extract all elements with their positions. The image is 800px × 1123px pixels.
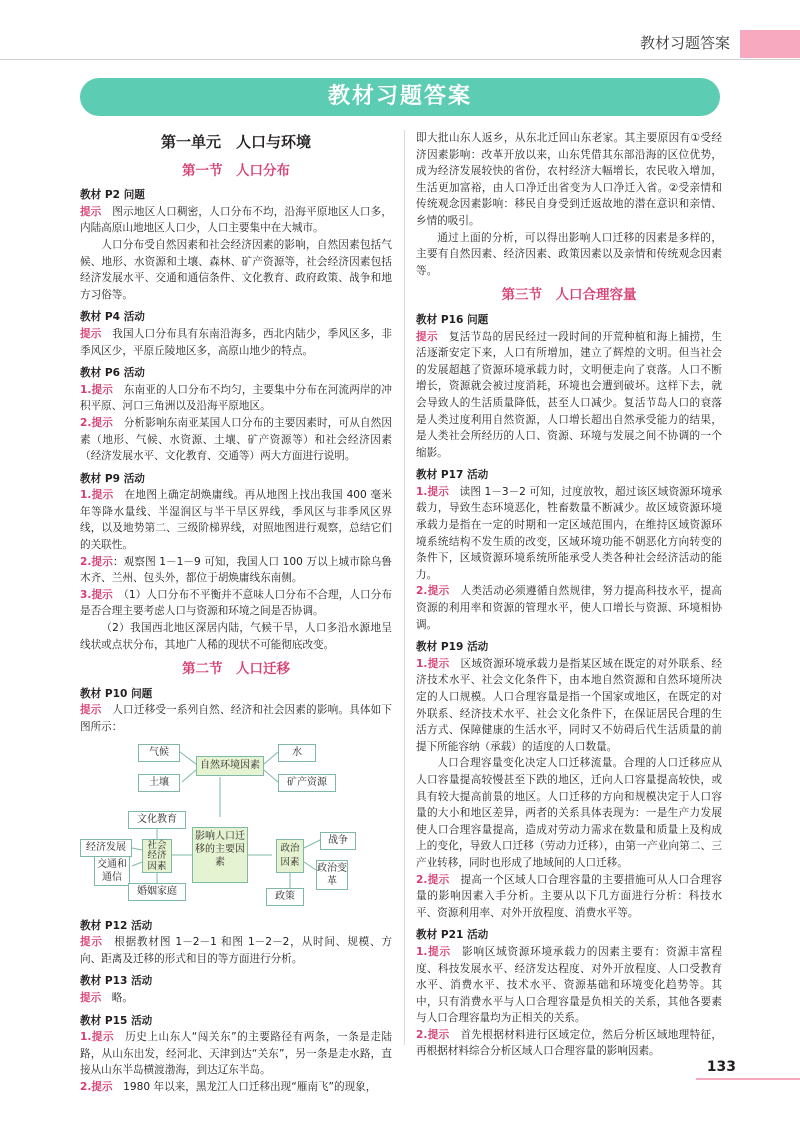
left-column [80,130,392,1096]
running-header: 教材习题答案 [639,34,730,52]
answer-p17-2 [416,583,722,633]
hint-tag: 2.提示 [416,585,450,598]
hint-tag: 提示 [80,327,102,340]
answer-p9-1 [80,487,392,553]
answer-p19-1 [416,656,722,756]
page-number: 133 [706,1059,736,1075]
hint-tag: 提示 [80,205,102,218]
answer-text: 区域资源环境承载力是指某区域在既定的对外联系、经济技术水平、社会文化条件下，由本地自然资源和自然环境所决定的人口规模。人口合理容量是指一个国家或地区，在既定的对外联系、经济技术水平、社会文化条件下，在保证居民合理的生活方式、保障健康的生活水平，同时又不妨碍后代生活质量的前提下所能容纳（承载）的适度的人口数量。 [416,657,722,753]
factor-marriage-family: 婚姻家庭 [128,883,186,901]
question-heading-p10: 教材 P10 问题 [80,687,153,700]
question-heading-p13: 教材 P13 活动 [80,975,153,988]
question-heading-p4: 教材 P4 活动 [80,311,145,324]
answer-text: 根据教材图 1－2－1 和图 1－2－2，从时间、规模、方向、距离及迁移的形式和目的等方面进行分析。 [80,936,393,965]
question-heading-p2: 教材 P2 问题 [80,189,145,202]
answer-text: 人类活动必须遵循自然规律，努力提高科技水平，提高资源的利用率和资源的管理水平，使人口增长与资源、环境相协调。 [416,585,722,631]
hint-tag: 2.提示 [80,416,114,429]
hint-tag: 1.提示 [80,489,114,502]
section-title-2: 第二节 人口迁移 [182,661,290,678]
hint-tag: 2.提示 [416,873,450,886]
answer-p6-2 [80,415,392,465]
question-heading-p21: 教材 P21 活动 [416,929,489,942]
hint-tag: 2.提示 [416,1028,450,1041]
answer-text: 我国人口分布具有东南沿海多，西北内陆少，季风区多，非季风区少，平原丘陵地区多，高原山地少的特点。 [80,327,392,357]
factor-war: 战争 [320,832,356,850]
question-heading-p9: 教材 P9 活动 [80,472,145,485]
factor-political-change: 政治变革 [316,860,348,890]
answer-p6-1 [80,382,392,415]
section-title-3: 第三节 人口合理容量 [501,287,637,304]
answer-p2 [80,204,392,237]
answer-p21-1 [416,944,722,1027]
answer-p16 [416,329,722,462]
answer-text: 1980 年以来，黑龙江人口迁移出现“雁南飞”的现象， [112,1080,377,1093]
question-heading-p6: 教材 P6 活动 [80,367,145,380]
factor-soil: 土壤 [138,774,180,792]
factor-policy: 政策 [266,888,304,906]
answer-continuation: 即大批山东人返乡，从东北迁回山东老家。其主要原因有①受经济因素影响：改革开放以来，山东凭借其东部沿海的区位优势，成为经济发展较快的省份，农村经济大幅增长，农民收入增加，生活更加富裕，由人口净迁出省变为人口净迁入省。②受亲情和传统观念因素影响：移民自身受到迁返故地的潜在意识和亲情、乡情的吸引。 [416,132,722,227]
hint-tag: 提示 [80,704,102,717]
question-heading-p12: 教材 P12 活动 [80,919,153,932]
answer-text: ：观察图 1－1－9 可知，我国人口 100 万以上城市除乌鲁木齐、兰州、包头外，都位于胡焕庸线东南侧。 [80,555,392,585]
answer-p17-1 [416,484,722,584]
hint-tag: 提示 [416,330,438,343]
factor-transport-communication: 交通和通信 [94,856,130,886]
diagram-center-node: 影响人口迁移的主要因素 [192,827,248,883]
answer-p9-2 [80,554,392,587]
answer-text: 在地图上确定胡焕庸线。再从地图上找出我国 400 毫米年等降水量线、半湿润区与半干旱区界线，季风区与非季风区界线，以及地势第二、三级阶梯界线，对照地图进行观察，总结它们的关联性。 [80,489,392,552]
hint-tag: 2.提示 [80,1080,113,1093]
answer-text: 历史上山东人“闯关东”的主要路径有两条，一条是走陆路，从山东出发，经河北、天津到达“关东”，另一条是走水路，直接从山东半岛横渡渤海，到达辽东半岛。 [80,1031,392,1077]
hint-tag: 提示 [80,991,102,1004]
answer-p19-2 [416,872,722,922]
question-heading-p19: 教材 P19 活动 [416,641,489,654]
answer-p13 [80,990,392,1007]
answer-text: 首先根据材料进行区域定位，然后分析区域地理特征，再根据材料综合分析区域人口合理容量的影响因素。 [416,1028,722,1058]
hint-tag: 2.提示 [80,555,113,568]
answer-text: 人口迁移受一系列自然、经济和社会因素的影响。具体如下图所示： [80,704,392,733]
hint-tag: 1.提示 [416,485,449,498]
answer-text: 分析影响东南亚某国人口分布的主要因素时，可从自然因素（地形、气候、水资源、土壤、矿产资源等）和社会经济因素（经济发展水平、文化教育、交通等）两大方面进行说明。 [80,416,392,463]
factor-natural-environment: 自然环境因素 [196,756,264,776]
question-heading-p15: 教材 P15 活动 [80,1014,153,1027]
answer-p10 [80,702,392,735]
answer-paragraph: （2）我国西北地区深居内陆，气候干旱，人口多沿水源地呈线状或点状分布，其地广人稀的现状不可能彻底改变。 [80,622,392,651]
answer-text: 提高一个区域人口合理容量的主要措施可从人口合理容量的影响因素入手分析。主要从以下几方面进行分析：科技水平、资源利用率、对外开放程度、消费水平等。 [416,873,722,919]
hint-tag: 1.提示 [80,1031,115,1044]
answer-text: 复活节岛的居民经过一段时间的开荒种植和海上捕捞，生活逐渐安定下来，人口有所增加，建立了辉煌的文明。但当社会的发展超越了资源环境承载力时，文明便走向了衰落。人口不断增长，资源就会被过度消耗，环境也会遭到破坏。这样下去，就会导致人的生活质量降低，甚至人口减少。复活节岛人口的衰落是人类过度利用自然资源，人口增长超出自然承受能力的结果，是人类社会所经历的人口、资源、环境与发展之间不协调的一个缩影。 [416,330,723,459]
answer-p9-3 [80,587,392,620]
answer-p4 [80,326,392,359]
hint-tag: 1.提示 [416,657,450,670]
header-tab-decoration [740,30,800,58]
answer-text: 图示地区人口稠密，人口分布不均，沿海平原地区人口多，内陆高原山地地区人口少，人口主要集中在大城市。 [80,205,392,235]
answer-paragraph: 人口分布受自然因素和社会经济因素的影响，自然因素包括气候、地形、水资源和土壤、森林、矿产资源等，社会经济因素包括经济发展水平、交通和通信条件、文化教育、政府政策、战争和地方习俗等。 [80,238,392,301]
factor-climate: 气候 [138,744,180,762]
hint-tag: 1.提示 [80,383,114,396]
answer-p21-2 [416,1027,722,1060]
answer-paragraph: 通过上面的分析，可以得出影响人口迁移的因素是多样的，主要有自然因素、经济因素、政策因素以及亲情和传统观念因素等。 [416,231,722,277]
page-number-underline [696,1078,800,1080]
question-heading-p17: 教材 P17 活动 [416,469,489,482]
banner-title: 教材习题答案 [80,78,720,116]
hint-tag: 3.提示 [80,588,113,601]
factor-mineral-resources: 矿产资源 [278,774,336,792]
factor-culture-education: 文化教育 [128,811,186,829]
hint-tag: 1.提示 [416,945,451,958]
answer-paragraph: 人口合理容量变化决定人口迁移流量。合理的人口迁移应从人口容量提高较慢甚至下跌的地区，迁向人口容量提高较快，或具有较大提高前景的地区。人口迁移的方向和规模决定于人口容量的大小和地区差异，两者的关系具体表现为：一是生产力发展使人口合理容量提高，造成对劳动力需求在数量和质量上及构成上的变化，导致人口迁移（劳动力迁移），由第一产业向第二、三产业转移，同时也形成了地域间的人口迁移。 [416,757,722,869]
answer-text: 东南亚的人口分布不均匀，主要集中分布在河流两岸的冲积平原、河口三角洲以及沿海平原地区。 [80,383,392,413]
migration-factors-diagram [80,742,392,912]
factor-economic-development: 经济发展 [80,839,132,857]
header-divider [0,59,800,60]
answer-p12 [80,934,392,967]
answer-text: 读图 1－3－2 可知，过度放牧，超过该区域资源环境承载力，导致生态环境恶化，牲畜数量不断减少。故区域资源环境承载力是指在一定的时期和一定区域范围内，在维持区域资源环境系统结构不发生质的改变，区域环境功能不朝恶化方向转变的条件下，区域资源环境系统所能承受人类各种社会经济活动的能力。 [416,485,722,581]
answer-text: （1）人口分布不平衡并不意味人口分布不合理，人口分布是否合理主要考虑人口与资源和环境之间是否协调。 [80,588,392,618]
answer-text: 影响区域资源环境承载力的因素主要有：资源丰富程度、科技发展水平、经济发达程度、对外开放程度、人口受教育水平、消费水平、技术水平、资源基础和环境变化趋势等。其中，只有消费水平与人口合理容量是负相关的关系，其他各要素与人口合理容量均为正相关的关系。 [416,945,722,1025]
answer-p15-2 [80,1079,392,1096]
factor-water: 水 [278,744,316,762]
answer-p15-1 [80,1029,392,1079]
right-column [416,130,722,1060]
answer-text: 略。 [101,991,133,1004]
factor-social-economic: 社会经济因素 [142,839,172,873]
section-title-1: 第一节 人口分布 [182,162,290,179]
factor-political: 政治因素 [276,839,304,873]
column-divider [404,130,405,1045]
hint-tag: 提示 [80,936,103,949]
question-heading-p16: 教材 P16 问题 [416,313,489,326]
unit-title: 第一单元 人口与环境 [160,133,311,151]
